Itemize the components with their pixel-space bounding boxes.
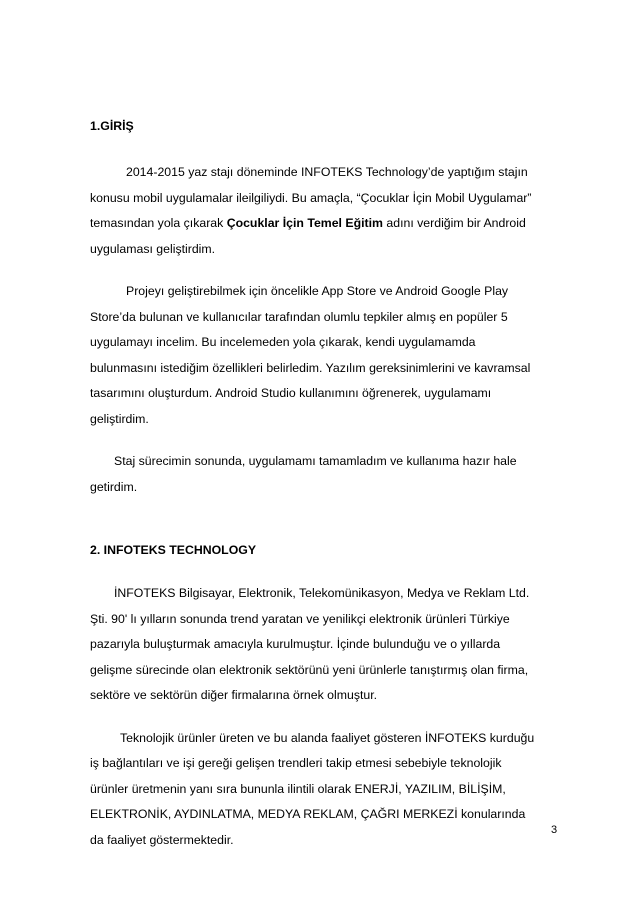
- text-line: Şti. 90' lı yılların sonunda trend yaratan ve yenilikçi elektronik ürünleri Türkiye: [90, 611, 510, 626]
- page-number: 3: [551, 824, 558, 836]
- text-line: Teknolojik ürünler üreten ve bu alanda faaliyet gösteren İNFOTEKS kurduğu: [120, 730, 535, 745]
- text-line: tasarımını oluşturdum. Android Studio kullanımını öğrenerek, uygulamamı: [90, 386, 492, 400]
- paragraph-giris-3: [90, 449, 560, 500]
- text-line: bulunmasını istediğim özellikleri belirledim. Yazılım gereksinimlerini ve kavramsal: [90, 360, 531, 375]
- section-heading-giris: 1.GİRİŞ: [90, 119, 134, 133]
- text-line: uygulaması geliştirdim.: [90, 241, 216, 256]
- text-line: gelişme sürecinde olan elektronik sektörünü yeni ürünlerle tanıştırmış olan firma,: [90, 662, 529, 677]
- text-run: adını verdiğim bir Android: [382, 216, 526, 230]
- text-line: ELEKTRONİK, AYDINLATMA, MEDYA REKLAM, ÇAĞRI MERKEZİ konularında: [90, 807, 526, 821]
- text-line: ürünler üretmenin yanı sıra bununla ilintili olarak ENERJİ, YAZILIM, BİLİŞİM,: [90, 781, 506, 796]
- text-line: İNFOTEKS Bilgisayar, Elektronik, Telekomünikasyon, Medya ve Reklam Ltd.: [114, 586, 530, 600]
- text-line: iş bağlantıları ve işi gereği gelişen trendleri takip etmesi sebebiyle teknolojik: [90, 756, 502, 770]
- text-line: getirdim.: [90, 479, 138, 494]
- text-line: geliştirdim.: [90, 411, 149, 426]
- text-line: Projeyı geliştirebilmek için öncelikle App Store ve Android Google Play: [126, 284, 509, 298]
- text-line: konusu mobil uygulamalar ileilgiliydi. Bu amaçla, “Çocuklar İçin Mobil Uygulamar”: [90, 190, 532, 205]
- text-line: pazarıyla buluşturmak amacıyla kurulmuştur. İçinde bulunduğu ve o yıllarda: [90, 637, 501, 651]
- text-line: da faaliyet göstermektedir.: [90, 832, 234, 847]
- text-line: sektöre ve sektörün diğer firmalarına örnek olmuştur.: [90, 688, 378, 702]
- page-content: [90, 118, 560, 853]
- paragraph-giris-1: [90, 160, 560, 262]
- text-line: Staj sürecimin sonunda, uygulamamı tamamladım ve kullanıma hazır hale: [114, 454, 517, 468]
- paragraph-infoteks-1: [90, 581, 560, 709]
- paragraph-giris-2: [90, 279, 560, 432]
- text-line: [90, 211, 560, 237]
- text-line: Store’da bulunan ve kullanıcılar tarafından olumlu tepkiler almış en popüler 5: [90, 309, 508, 324]
- text-line: 2014-2015 yaz stajı döneminde INFOTEKS Technology’de yaptığım stajın: [126, 165, 528, 179]
- app-name-bold: Çocuklar İçin Temel Eğitim: [226, 216, 383, 230]
- section-heading-infoteks: 2. INFOTEKS TECHNOLOGY: [90, 543, 257, 557]
- text-run: temasından yola çıkarak: [90, 216, 227, 230]
- text-line: uygulamayı incelim. Bu incelemeden yola çıkarak, kendi uygulamamda: [90, 335, 476, 349]
- paragraph-infoteks-2: [90, 726, 560, 854]
